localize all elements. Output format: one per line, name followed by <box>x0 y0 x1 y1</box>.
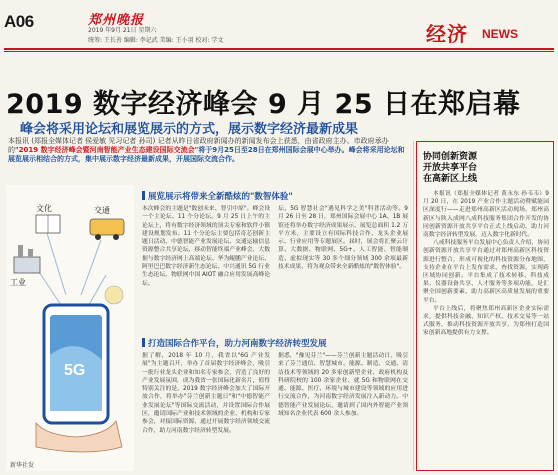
column-divider <box>413 141 414 471</box>
section1-heading <box>142 190 293 202</box>
image-source: 新华社发 <box>10 462 35 469</box>
page-header <box>4 4 554 46</box>
paper-logo: 郑州晚报 <box>88 13 145 28</box>
sidebar-title-line: 协同创新资源 <box>423 152 478 162</box>
illustration-svg <box>6 185 134 471</box>
section2-heading <box>142 337 327 349</box>
date-line: 2019 年9月 21日 星期六 <box>88 27 157 34</box>
heading-bar <box>142 191 145 200</box>
label-industry: 工业 <box>10 278 26 287</box>
sidebar-title-line: 开放共享平台 <box>423 163 478 173</box>
header-rule-thin <box>4 51 554 52</box>
sidebar-article <box>416 141 554 471</box>
section-name-en: NEWS <box>482 27 518 41</box>
culture-icon <box>36 215 60 233</box>
header-rule <box>4 48 554 50</box>
sidebar-title-line: 在高新区上线 <box>423 174 478 184</box>
lead-paragraph <box>8 137 410 164</box>
page-code-text: A06 <box>4 12 34 31</box>
sidebar-para: 平台上线后，将聚焦郑州高新区企业实际需求，提供科技金融、知识产权、技术交易等一站式服务，推动科技资源开放共享，为郑州打造国家创新高地提供有力支撑。 <box>423 305 549 337</box>
section1-col1: 本次峰会的主题是"数创未来、智引中原"。峰会设一个主论坛、11 个分论坛。9 月 25 日上午的主论坛上，将有数字经济领域的顶尖专家和软件小镇建设规划发布。11 个分论坛主要包括奇芯创新主题日活动、中德智能产业发展论坛、交通运输信息资源整合共享论坛、移动智能终端产业峰会、大数据与数字经济网上高端论坛、华为鲲鹏产业论坛、阿里巴巴数字经济新生态论坛、中兴通讯 5G 行业生态论坛、物联网中国 AIOT 融合应用发展高峰论坛。 <box>142 206 270 287</box>
sub-headline: 峰会将采用论坛和展览展示的方式，展示数字经济最新成果 <box>20 122 359 137</box>
illustration-5g <box>6 185 134 471</box>
section-name-zh: 经济 <box>426 22 468 46</box>
section2-col2: 据悉，"豫见芬兰"——芬兰创新主题活动日，吸引来了芬兰通信、智慧城市、能源、制造、交通、清洁技术等领域的 20 多家创新型企业、政府机构及科研院校的 100 余家企业、就 5G 和物联网在交通、能源、医疗、环境与城市建设等领域的应用进行交流合作，为河南数字经济发展注入新动力。中德智能产业发展论坛，邀请到了国内外智能产业领域知名企业代表 600 余人参加。 <box>278 353 408 418</box>
label-traffic: 交通 <box>94 206 110 215</box>
section2-title: 打造国际合作平台，助力河南数字经济转型发展 <box>148 339 327 349</box>
heading-bar <box>142 338 145 347</box>
lead-event-name: "2019 数字经济峰会暨河南智能产业生态建设国际交流会" <box>15 146 199 154</box>
sidebar-title <box>423 152 477 185</box>
industry-icon <box>14 245 40 273</box>
label-culture: 文化 <box>36 204 52 213</box>
label-5g: 5G <box>64 362 86 379</box>
lead-rest: 将于9月25日至28日在郑州国际会展中心举办。峰会将采用论坛和展览展示相结合的方式，集中展示数字经济最新成果，开展国际交流合作。 <box>8 146 405 163</box>
sidebar-para: 八戒科技服务平台发展中心负责人介绍，协同创新资源开放共享平台通过对郑州高新区科技资源进行整合，形成可视化的科技资源分布地图，支持企业在平台上发布需求、查找资源，实现跨区域协同创新。平台集成了技术转移、科技成果、仪器设备共享、人才服务等多项功能，是汇聚全国创新要素、助力高新区高质量发展的重要平台。 <box>423 240 549 304</box>
page-code <box>4 12 34 32</box>
section1-col2: 坛、5G 智慧社会"遇见科学之美"科普活动等。9 月 26 日至 28 日，郑州国际会展中心 1A、1B 展馆还将举办数字经济成果展示，展览总面积 1.2 万平方米，主要设立有国际科技合作、龙头企业展示、行业应用等专题展区。届时，展会将汇聚云计算、大数据、物联网、5G+、人工智能、智能制造、虚拟现实等 30 多个细分领域 300 余项最新技术成果，将为观众带来全新酷炫的"数智体验"。 <box>278 206 408 271</box>
sidebar-body <box>423 190 549 338</box>
main-headline: 2019 数字经济峰会 9 月 25 日在郑启幕 <box>6 89 521 120</box>
staff-line: 统筹: 王长善 编辑: 李记武 美编: 王小羽 校对: 学文 <box>88 37 224 44</box>
hand-shape <box>36 421 122 452</box>
section2-col1: 据了解，2018 年 10 月，我省以"6G 产业发展"为主题召开，举办了首届数字经济峰会，吸引一批行业龙头企业和知名专家参会，营造了良好的产业发展氛围，成为我省一张国际化新名片，值得特别关注的是，2019 数字经济峰会加大了国际开放合作，将举办"芬兰创新主题日"和"中德智能产业发展论坛"等国际交流活动，并设置国际合作展区，邀请国际产业和技术领域的企业、机构和专家参会，对接国际资源，通过开展数字经济领域交流合作，助力河南数字经济转型发展。 <box>142 353 270 434</box>
section1-title: 展览展示将带来全新酷炫的"数智体验" <box>148 192 293 202</box>
sidebar-para: 本报讯（郑报全媒体记者 黄永东 孙韦韦）9 月 20 日，在 2019 产业合作主题活动暨赋能园区深度行——走进郑州高新区活动现场，郑州高新区与陕入成网八成科技服务集团合作开发的协同创新资源开放共享平台正式上线启动，助力河南数字经济转型发展，迈入数字化新时代。 <box>423 191 549 239</box>
traffic-icon <box>90 219 124 240</box>
section-badge <box>426 18 550 46</box>
lead-byline: 本报讯 (郑报全媒体记者 侯爱敏 见习记者 孙司) 记者从昨日省政府新闻办的新闻发布会上获悉，由省政府主办、市政府承办的 <box>8 137 389 154</box>
